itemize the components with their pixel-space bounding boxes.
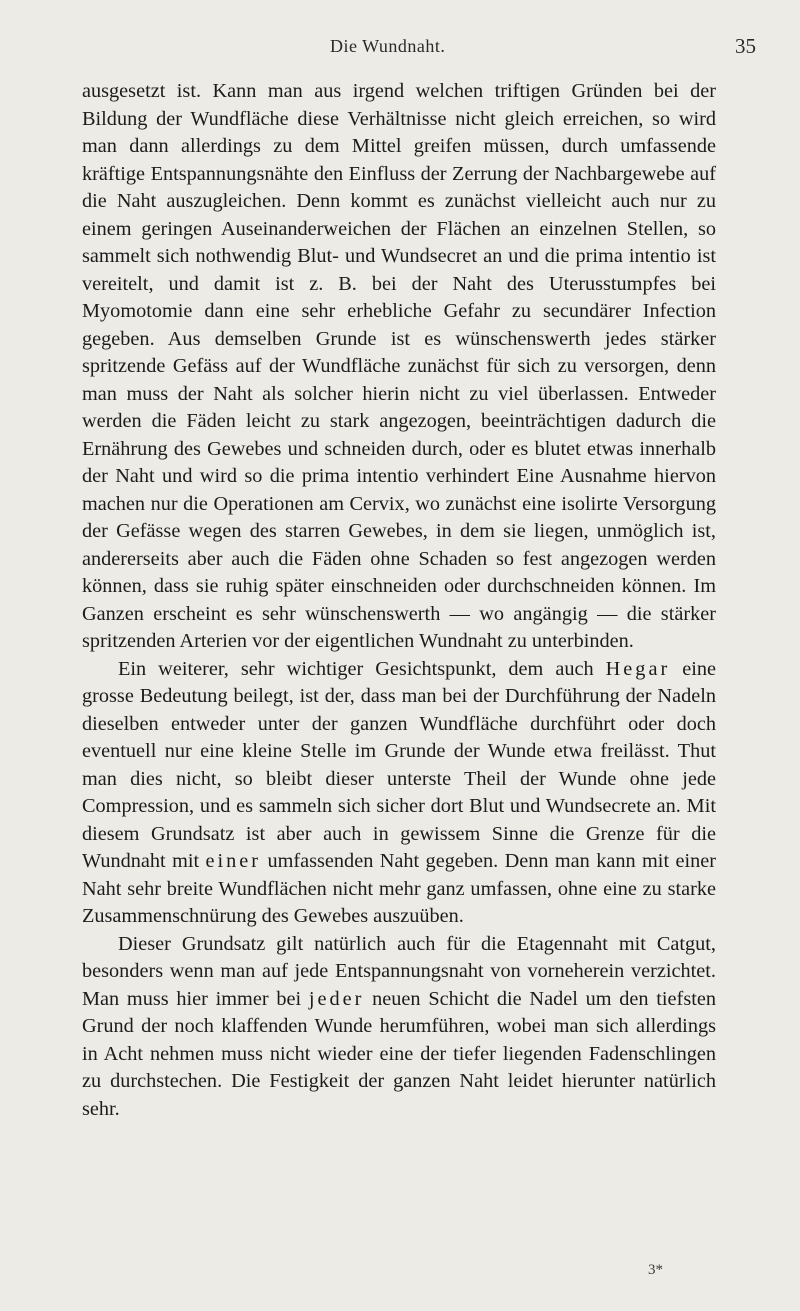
- paragraph-2-text-c: umfassenden Naht gegeben. Denn man kann mit einer Naht sehr breite Wundflächen nicht mehr ganz umfassen, ohne eine zu starke Zusammenschnürung des Gewebes auszuüben.: [82, 850, 717, 927]
- paragraph-2-text-b: eine grosse Bedeutung beilegt, ist der, dass man bei der Durchführung der Nadeln dieselben entweder unter der ganzen Wundfläche durchführt oder doch eventuell nur eine kleine Stelle im Grunde der Wunde etwa freilässt. Thut man dies nicht, so bleibt dieser unterste Theil der Wunde ohne jede Compression, und es sammeln sich sicher dort Blut und Wundsecrete an. Mit diesem Grundsatz ist aber auch in gewissem Sinne die Grenze für die Wundnaht mit: [82, 657, 716, 872]
- sheet-signature: 3*: [648, 1262, 663, 1278]
- paragraph-3: [82, 931, 716, 1124]
- page-number: 35: [735, 34, 756, 58]
- paragraph-3-text-a: Dieser Grundsatz gilt natürlich auch für die Etagennaht mit Catgut, besonders wenn man auf jede Entspannungsnaht von vorneherein verzichtet. Man muss hier immer bei: [82, 932, 716, 1010]
- paragraph-2-text-a: Ein weiterer, sehr wichtiger Gesichtspunkt, dem auch: [118, 657, 606, 680]
- emphasis-einer: einer: [205, 850, 262, 872]
- paragraph-2: [82, 656, 716, 931]
- author-name-hegar: Hegar: [605, 657, 671, 680]
- paragraph-3-text-b: neuen Schicht die Nadel um den tiefsten Grund der noch klaffenden Wunde herumführen, wobei man sich allerdings in Acht nehmen muss nicht wieder eine der tiefer liegenden Fadenschlingen zu durchstechen. Die Festigkeit der ganzen Naht leidet hierunter natürlich sehr.: [82, 987, 716, 1120]
- body-text: [82, 78, 716, 1123]
- running-head: [0, 32, 800, 62]
- emphasis-jeder: jeder: [308, 987, 365, 1010]
- paragraph-1: ausgesetzt ist. Kann man aus irgend welchen triftigen Gründen bei der Bildung der Wundfläche diese Verhältnisse nicht gleich erreichen, so wird man dann allerdings zu dem Mittel greifen müssen, durch umfassende kräftige Entspannungsnähte den Einfluss der Zerrung der Nachbargewebe auf die Naht auszugleichen. Denn kommt es zunächst vielleicht auch nur zu einem geringen Auseinanderweichen der Flächen an einzelnen Stellen, so sammelt sich nothwendig Blut- und Wundsecret an und die prima intentio ist vereitelt, und damit ist z. B. bei der Naht des Uterusstumpfes bei Myomotomie dann eine sehr erhebliche Gefahr zu secundärer Infection gegeben. Aus demselben Grunde ist es wünschenswerth jedes stärker spritzende Gefäss auf der Wundfläche zunächst für sich zu versorgen, denn man muss der Naht als solcher hierin nicht zu viel überlassen. Entweder werden die Fäden leicht zu stark angezogen, beeinträchtigen dadurch die Ernährung des Gewebes und schneiden durch, oder es blutet etwas innerhalb der Naht und wird so die prima intentio verhindert Eine Ausnahme hiervon machen nur die Operationen am Cervix, wo zunächst eine isolirte Versorgung der Gefässe wegen des starren Gewebes, in dem sie liegen, unmöglich ist, andererseits aber auch die Fäden ohne Schaden so fest angezogen werden können, dass sie ruhig später einschneiden oder durchschneiden können. Im Ganzen erscheint es sehr wünschenswerth — wo angängig — die stärker spritzenden Arterien vor der eigentlichen Wundnaht zu unterbinden.: [82, 80, 716, 652]
- running-head-title: Die Wundnaht.: [330, 36, 446, 56]
